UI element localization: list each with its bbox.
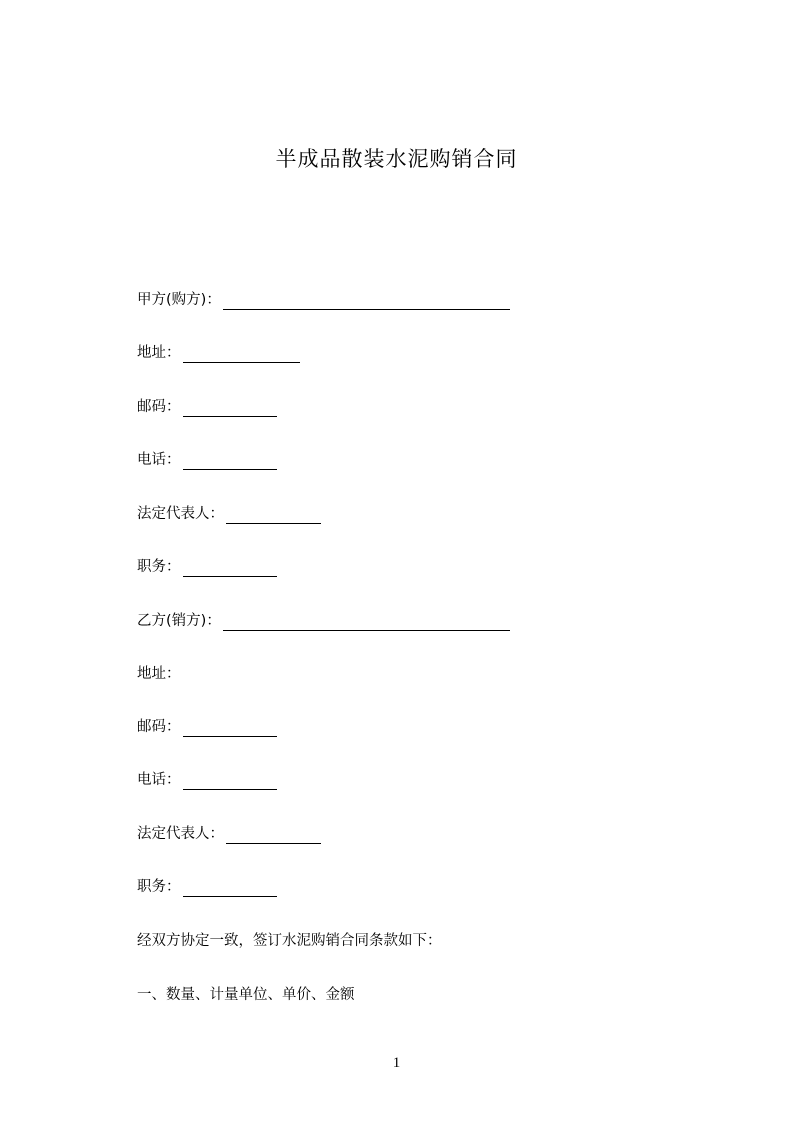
party-a-phone-label: 电话：: [137, 452, 181, 468]
party-a-postcode-label: 邮码：: [137, 399, 181, 415]
party-a-legal-rep-line: [137, 504, 321, 524]
party-b-position-line: [137, 877, 277, 897]
party-a-position-blank[interactable]: [183, 562, 277, 577]
party-b-postcode-line: [137, 717, 277, 737]
party-a-postcode-line: [137, 397, 277, 417]
party-b-address-label: 地址：: [137, 666, 181, 682]
document-title: 半成品散装水泥购销合同: [275, 147, 518, 171]
party-b-postcode-label: 邮码：: [137, 719, 181, 735]
party-b-legal-rep-line: [137, 824, 321, 844]
section-heading: [137, 985, 355, 1005]
party-a-address-blank[interactable]: [183, 348, 300, 363]
agreement-text: 经双方协定一致，签订水泥购销合同条款如下：: [137, 933, 442, 949]
section-1-heading: 一、数量、计量单位、单价、金额: [137, 987, 355, 1003]
party-a-position-line: [137, 557, 277, 577]
party-b-address-line: [137, 664, 181, 684]
party-b-phone-line: [137, 770, 277, 790]
party-b-legal-rep-label: 法定代表人：: [137, 826, 224, 842]
party-b-position-label: 职务：: [137, 879, 181, 895]
party-b-phone-blank[interactable]: [183, 775, 277, 790]
party-a-postcode-blank[interactable]: [183, 402, 277, 417]
party-a-phone-blank[interactable]: [183, 455, 277, 470]
page-number: 1: [392, 1055, 401, 1071]
party-a-position-label: 职务：: [137, 559, 181, 575]
party-a-phone-line: [137, 450, 277, 470]
party-b-line: [137, 611, 510, 631]
party-b-postcode-blank[interactable]: [183, 722, 277, 737]
party-b-legal-rep-blank[interactable]: [226, 829, 321, 844]
party-a-legal-rep-blank[interactable]: [226, 509, 321, 524]
party-b-blank[interactable]: [223, 616, 510, 631]
party-a-blank[interactable]: [223, 295, 510, 310]
party-b-position-blank[interactable]: [183, 882, 277, 897]
party-a-address-line: [137, 343, 300, 363]
party-b-label: 乙方(销方)：: [137, 613, 221, 629]
party-a-address-label: 地址：: [137, 345, 181, 361]
party-a-legal-rep-label: 法定代表人：: [137, 506, 224, 522]
party-b-phone-label: 电话：: [137, 772, 181, 788]
party-a-label: 甲方(购方)：: [137, 292, 221, 308]
agreement-paragraph: [137, 931, 442, 951]
party-a-line: [137, 290, 510, 310]
